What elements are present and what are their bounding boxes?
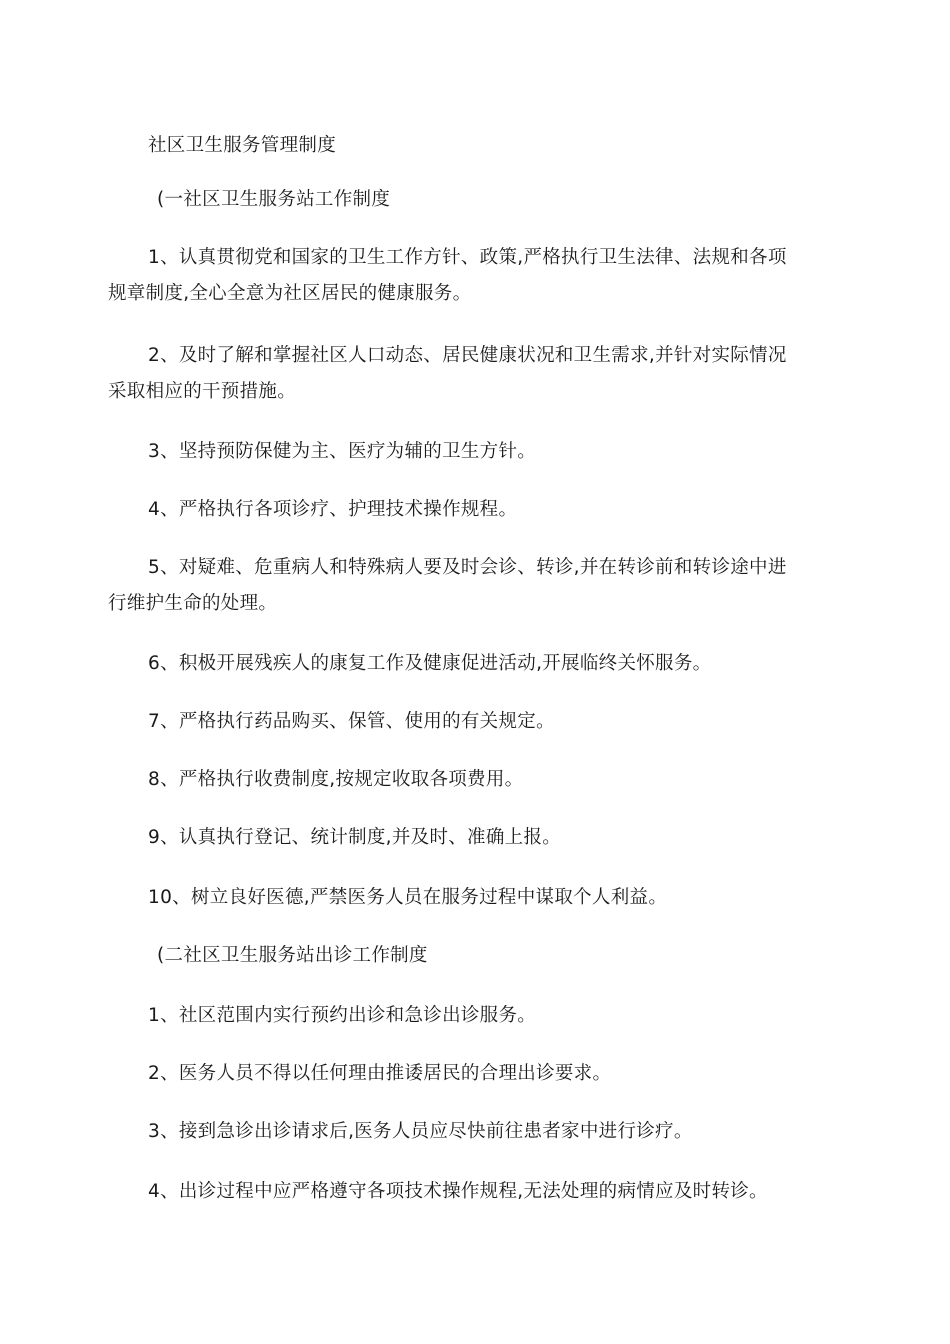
list-item: 4、严格执行各项诊疗、护理技术操作规程。 [148, 499, 518, 520]
section-heading: (一社区卫生服务站工作制度 [157, 189, 391, 210]
list-item: 7、严格执行药品购买、保管、使用的有关规定。 [148, 711, 555, 732]
list-item: 3、接到急诊出诊请求后,医务人员应尽快前往患者家中进行诊疗。 [148, 1121, 693, 1142]
list-item: 10、树立良好医德,严禁医务人员在服务过程中谋取个人利益。 [148, 887, 668, 908]
list-item: 1、社区范围内实行预约出诊和急诊出诊服务。 [148, 1005, 537, 1026]
list-item-continuation: 行维护生命的处理。 [108, 593, 278, 614]
document-title: 社区卫生服务管理制度 [148, 135, 337, 156]
list-item: 3、坚持预防保健为主、医疗为辅的卫生方针。 [148, 441, 537, 462]
list-item [108, 240, 848, 312]
list-item-continuation: 规章制度,全心全意为社区居民的健康服务。 [108, 283, 472, 304]
list-item-text: 5、对疑难、危重病人和特殊病人要及时会诊、转诊,并在转诊前和转诊途中进 [148, 557, 787, 578]
list-item [108, 338, 848, 410]
list-item: 4、出诊过程中应严格遵守各项技术操作规程,无法处理的病情应及时转诊。 [148, 1181, 768, 1202]
list-item: 8、严格执行收费制度,按规定收取各项费用。 [148, 769, 524, 790]
list-item [108, 550, 848, 622]
section-heading: (二社区卫生服务站出诊工作制度 [157, 945, 428, 966]
list-item-continuation: 采取相应的干预措施。 [108, 381, 297, 402]
list-item: 6、积极开展残疾人的康复工作及健康促进活动,开展临终关怀服务。 [148, 653, 712, 674]
list-item: 2、医务人员不得以任何理由推诿居民的合理出诊要求。 [148, 1063, 612, 1084]
list-item-text: 2、及时了解和掌握社区人口动态、居民健康状况和卫生需求,并针对实际情况 [148, 345, 787, 366]
list-item-text: 1、认真贯彻党和国家的卫生工作方针、政策,严格执行卫生法律、法规和各项 [148, 247, 787, 268]
list-item: 9、认真执行登记、统计制度,并及时、准确上报。 [148, 827, 562, 848]
